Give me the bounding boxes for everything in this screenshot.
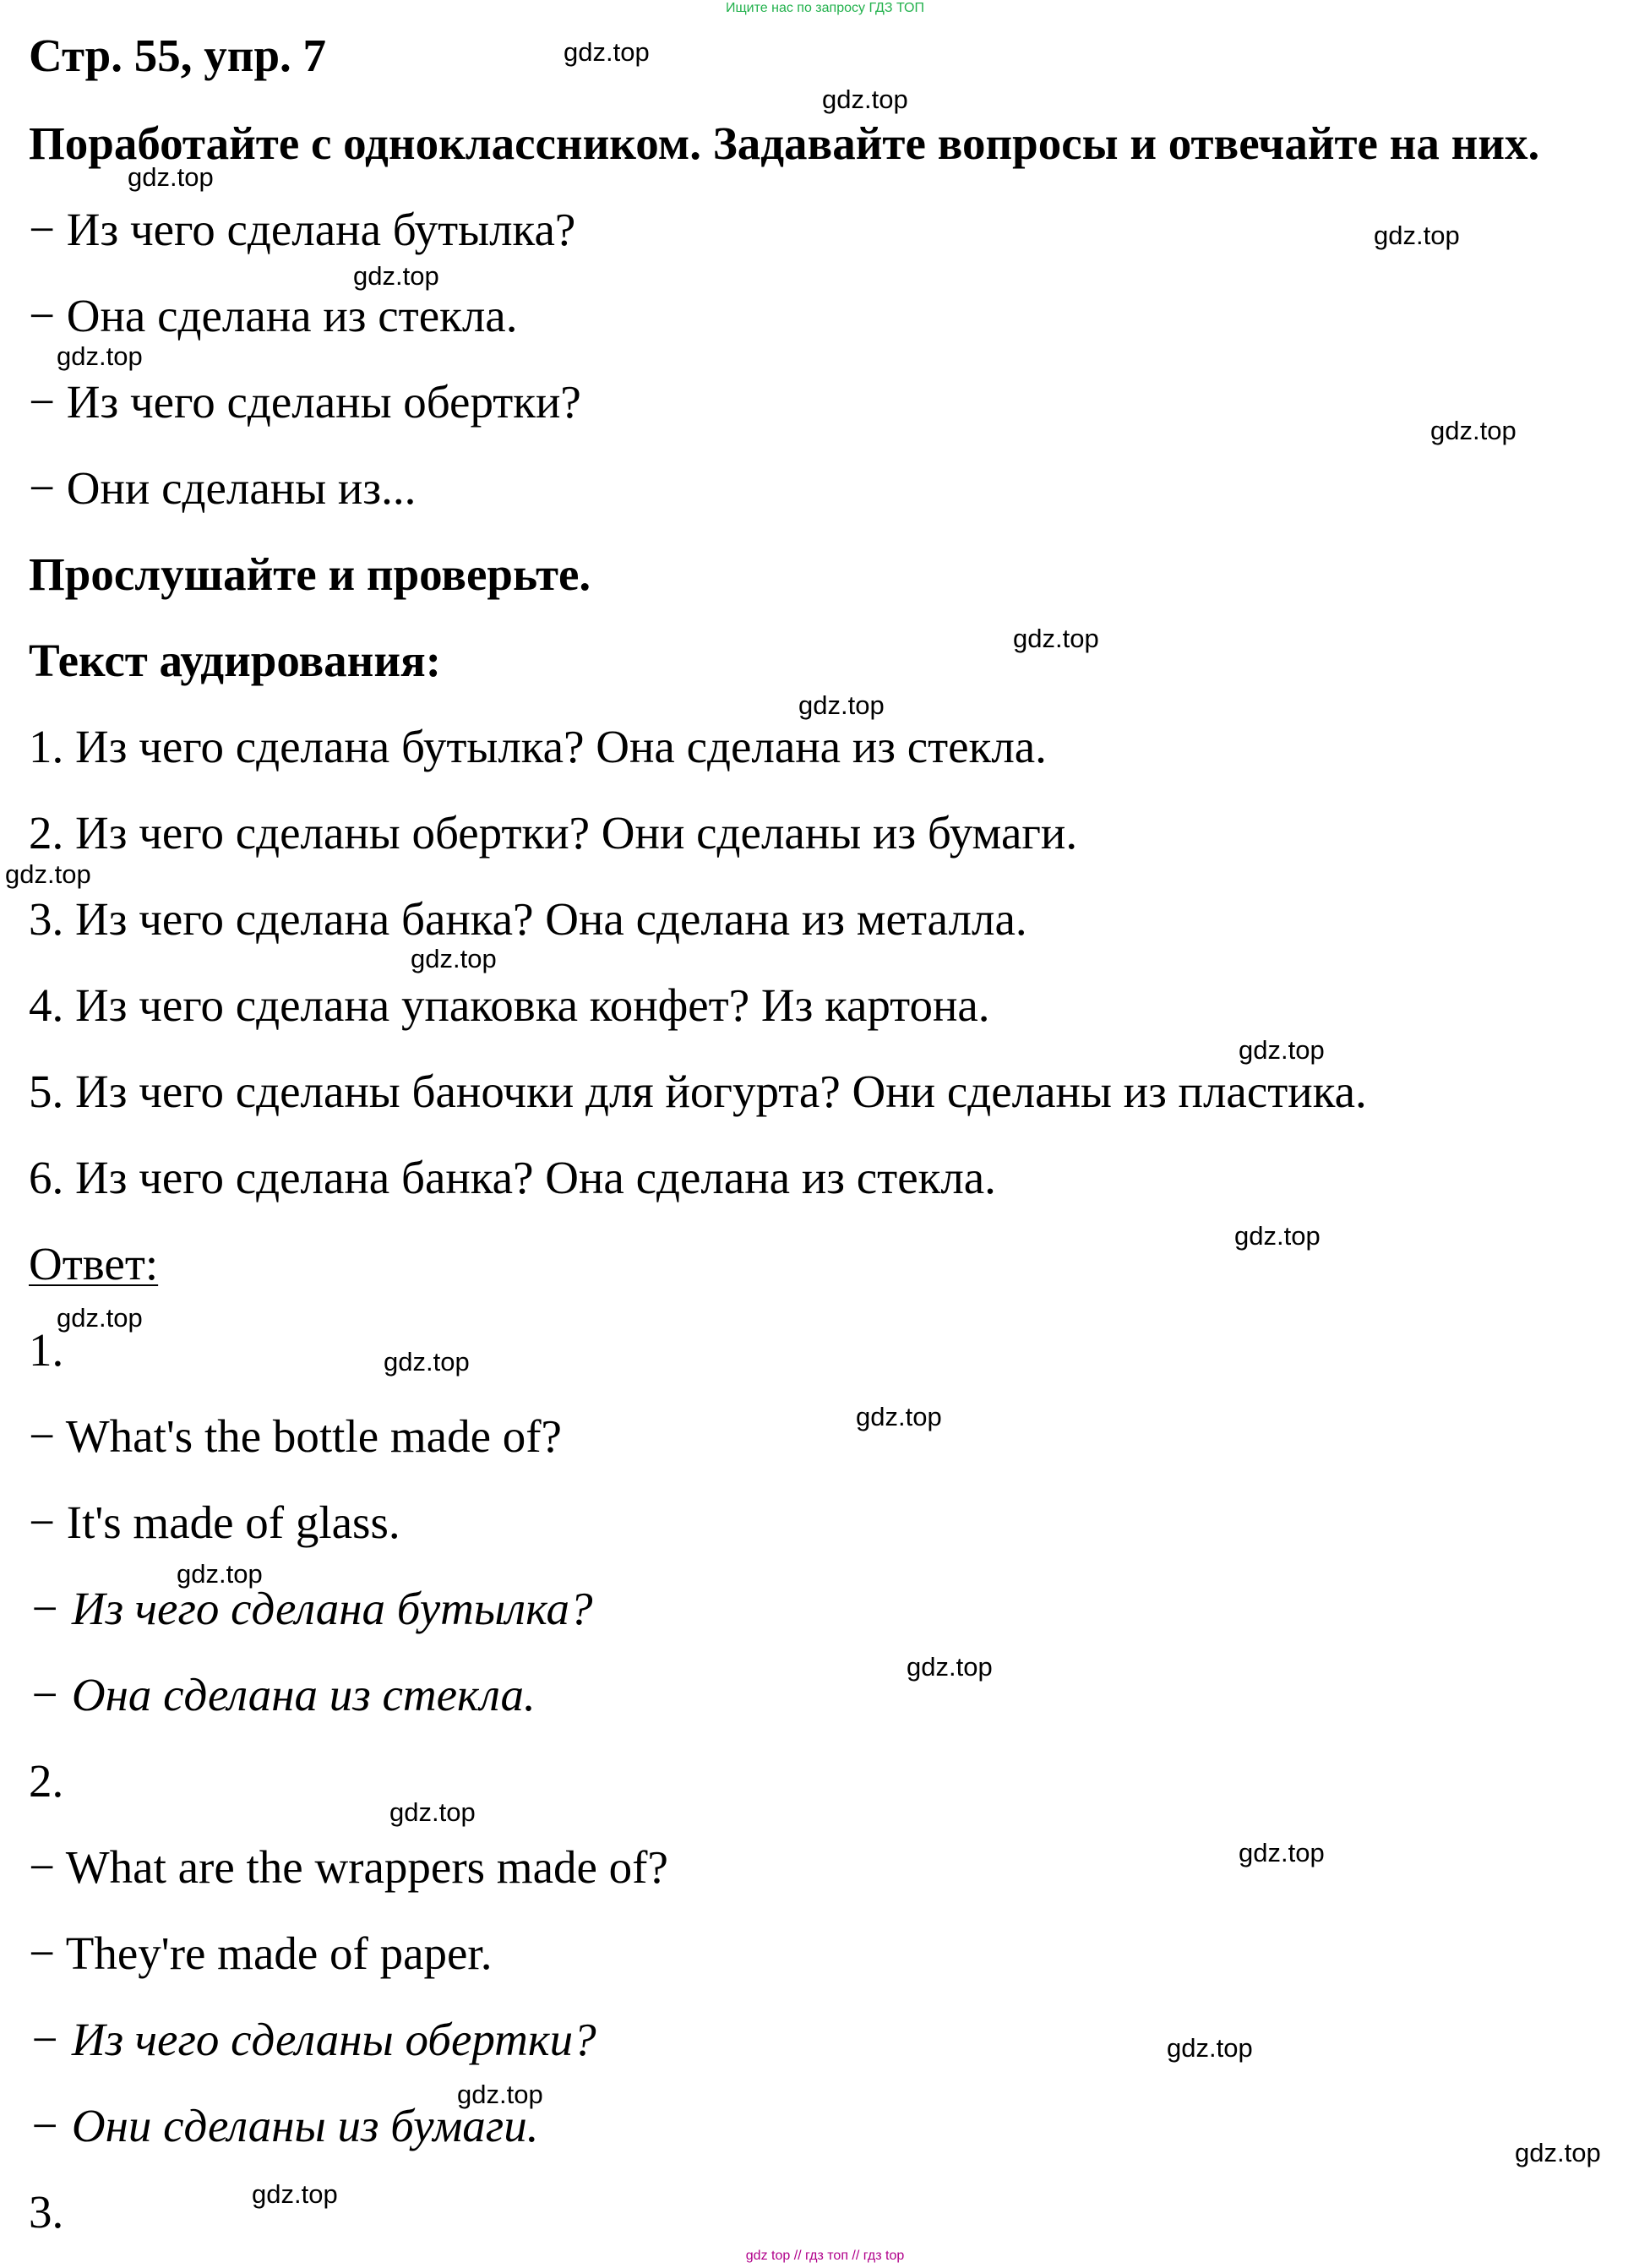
watermark: gdz.top bbox=[1515, 2138, 1601, 2167]
watermark: gdz.top bbox=[353, 261, 439, 291]
watermark: gdz.top bbox=[1430, 416, 1517, 445]
answer-number: 1. bbox=[29, 1324, 64, 1376]
watermark: gdz.top bbox=[177, 1559, 263, 1589]
watermark: gdz.top bbox=[457, 2080, 543, 2109]
watermark: gdz.top bbox=[57, 1303, 143, 1333]
answer-english-line: − They're made of paper. bbox=[29, 1927, 493, 1979]
watermark: gdz.top bbox=[1013, 624, 1099, 653]
watermark: gdz.top bbox=[856, 1402, 942, 1431]
answer-russian-line: − Она сделана из стекла. bbox=[29, 1669, 536, 1720]
answer-label: Ответ: bbox=[29, 1238, 159, 1289]
watermark: gdz.top bbox=[57, 341, 143, 371]
dialog-line: − Она сделана из стекла. bbox=[29, 290, 518, 341]
answer-russian-line: − Из чего сделана бутылка? bbox=[29, 1583, 593, 1634]
transcript-line: 2. Из чего сделаны обертки? Они сделаны из бумаги. bbox=[29, 807, 1078, 859]
watermark: gdz.top bbox=[384, 1347, 470, 1377]
watermark: gdz.top bbox=[389, 1797, 476, 1827]
answer-english-line: − It's made of glass. bbox=[29, 1497, 400, 1548]
watermark: gdz.top bbox=[5, 859, 91, 889]
listen-heading: Прослушайте и проверьте. bbox=[29, 548, 591, 600]
page-title: Стр. 55, упр. 7 bbox=[29, 30, 327, 81]
answer-russian-line: − Они сделаны из бумаги. bbox=[29, 2100, 539, 2151]
dialog-line: − Они сделаны из... bbox=[29, 462, 417, 514]
top-banner: Ищите нас по запросу ГДЗ ТОП bbox=[726, 1, 924, 15]
watermark: gdz.top bbox=[1234, 1221, 1321, 1251]
transcript-line: 4. Из чего сделана упаковка конфет? Из картона. bbox=[29, 979, 990, 1031]
transcript-heading: Текст аудирования: bbox=[29, 635, 442, 686]
watermark: gdz.top bbox=[1239, 1838, 1325, 1867]
bottom-banner: gdz top // гдз топ // гдз top bbox=[745, 2249, 905, 2263]
answer-english-line: − What are the wrappers made of? bbox=[29, 1841, 668, 1893]
transcript-line: 1. Из чего сделана бутылка? Она сделана из стекла. bbox=[29, 721, 1047, 772]
watermark: gdz.top bbox=[1167, 2033, 1253, 2063]
watermark: gdz.top bbox=[411, 944, 497, 973]
instruction: Поработайте с одноклассником. Задавайте вопросы и отвечайте на них. bbox=[29, 117, 1540, 169]
watermark: gdz.top bbox=[128, 162, 214, 192]
transcript-line: 3. Из чего сделана банка? Она сделана из металла. bbox=[29, 893, 1027, 945]
watermark: gdz.top bbox=[798, 690, 885, 720]
watermark: gdz.top bbox=[907, 1652, 993, 1682]
watermark: gdz.top bbox=[1239, 1035, 1325, 1065]
answer-russian-line: − Из чего сделаны обертки? bbox=[29, 2014, 596, 2065]
watermark: gdz.top bbox=[252, 2179, 338, 2209]
transcript-line: 6. Из чего сделана банка? Она сделана из стекла. bbox=[29, 1152, 996, 1203]
watermark: gdz.top bbox=[1374, 221, 1460, 250]
transcript-line: 5. Из чего сделаны баночки для йогурта? Они сделаны из пластика. bbox=[29, 1066, 1367, 1117]
answer-english-line: − What's the bottle made of? bbox=[29, 1410, 562, 1462]
dialog-line: − Из чего сделана бутылка? bbox=[29, 204, 576, 255]
watermark: gdz.top bbox=[822, 85, 908, 114]
answer-number: 3. bbox=[29, 2186, 64, 2238]
dialog-line: − Из чего сделаны обертки? bbox=[29, 376, 581, 428]
watermark: gdz.top bbox=[564, 37, 650, 67]
answer-number: 2. bbox=[29, 1755, 64, 1807]
